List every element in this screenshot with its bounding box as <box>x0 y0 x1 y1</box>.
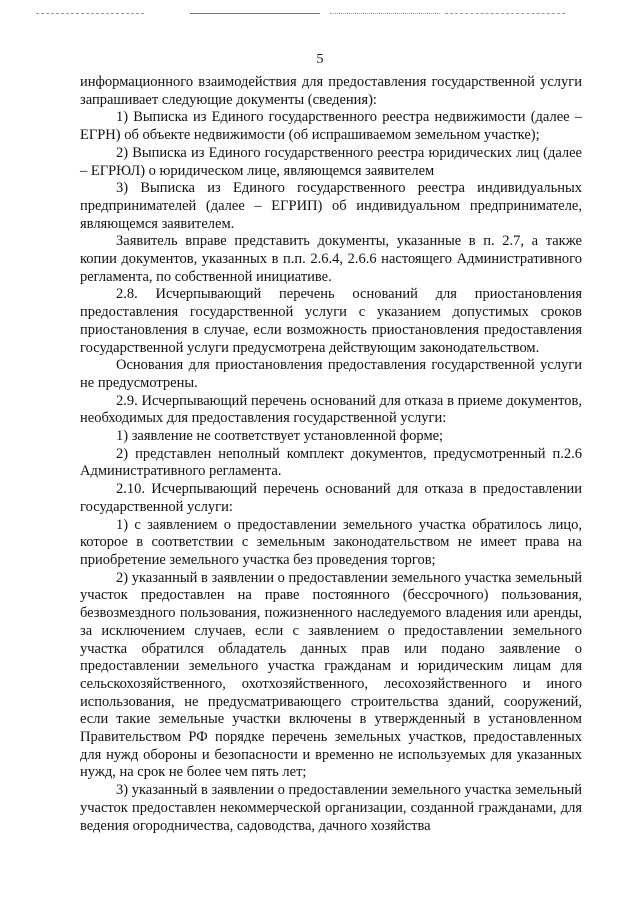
list-item: 2) указанный в заявлении о предоставлении земельного участка земельный участок предоставлен на праве постоянного (бессрочного) пользования, безвозмездного пользования, пожизненного наследуемого владения или аренды, за исключением случаев, если с заявлением о предоставлении земельного участка обратился обладатель данных прав или подано заявление о предоставлении земельного участка гражданам и юридическим лицам для сельскохозяйственного, охотхозяйственного, лесохозяйственного и иного использования, не предусматривающего строительства зданий, сооружений, если такие земельные участки включены в утвержденный в установленном Правительством РФ порядке перечень земельных участков, предоставленных для нужд обороны и безопасности и временно не используемых для указанных нужд, на срок не более чем пять лет; <box>80 569 582 781</box>
scan-artifact-line <box>36 13 144 14</box>
list-item: 1) Выписка из Единого государственного реестра недвижимости (далее – ЕГРН) об объекте недвижимости (об испрашиваемом земельном участке); <box>80 109 582 144</box>
list-item: 1) с заявлением о предоставлении земельного участка обратилось лицо, которое в соответствии с земельным законодательством не имеет права на приобретение земельного участка без проведения торгов; <box>80 516 582 568</box>
scan-artifact-line <box>330 13 440 14</box>
list-item: 2) Выписка из Единого государственного реестра юридических лиц (далее – ЕГРЮЛ) о юридическом лице, являющемся заявителем <box>80 144 582 179</box>
list-item: 2) представлен неполный комплект документов, предусмотренный п.2.6 Административного регламента. <box>80 445 582 480</box>
paragraph: Заявитель вправе представить документы, указанные в п. 2.7, а также копии документов, указанных в п.п. 2.6.4, 2.6.6 настоящего Административного регламента, по собственной инициативе. <box>80 233 582 285</box>
list-item: 1) заявление не соответствует установленной форме; <box>116 428 444 445</box>
list-item: 3) Выписка из Единого государственного реестра индивидуальных предпринимателей (далее – ЕГРИП) об индивидуальном предпринимателе, являющемся заявителем. <box>80 180 582 232</box>
paragraph: Основания для приостановления предоставления государственной услуги не предусмотрены. <box>80 357 582 391</box>
document-body <box>80 74 582 835</box>
section-2-8: 2.8. Исчерпывающий перечень оснований для приостановления предоставления государственной услуги с указанием допустимых сроков приостановления в случае, если возможность приостановления предоставления государственной услуги предусмотрена действующим законодательством. <box>80 286 582 356</box>
section-2-9: 2.9. Исчерпывающий перечень оснований для отказа в приеме документов, необходимых для предоставления государственной услуги: <box>80 392 582 427</box>
scan-artifact-line <box>445 13 565 14</box>
scan-artifact-line <box>190 13 320 14</box>
list-item: 3) указанный в заявлении о предоставлении земельного участка земельный участок предоставлен некоммерческой организации, созданной гражданами, для ведения огородничества, садоводства, дачного хозяйства <box>80 782 582 834</box>
section-2-10: 2.10. Исчерпывающий перечень оснований для отказа в предоставлении государственной услуги: <box>80 481 582 515</box>
page-number: 5 <box>316 52 324 67</box>
paragraph: информационного взаимодействия для предоставления государственной услуги запрашивает следующие документы (сведения): <box>80 74 582 108</box>
